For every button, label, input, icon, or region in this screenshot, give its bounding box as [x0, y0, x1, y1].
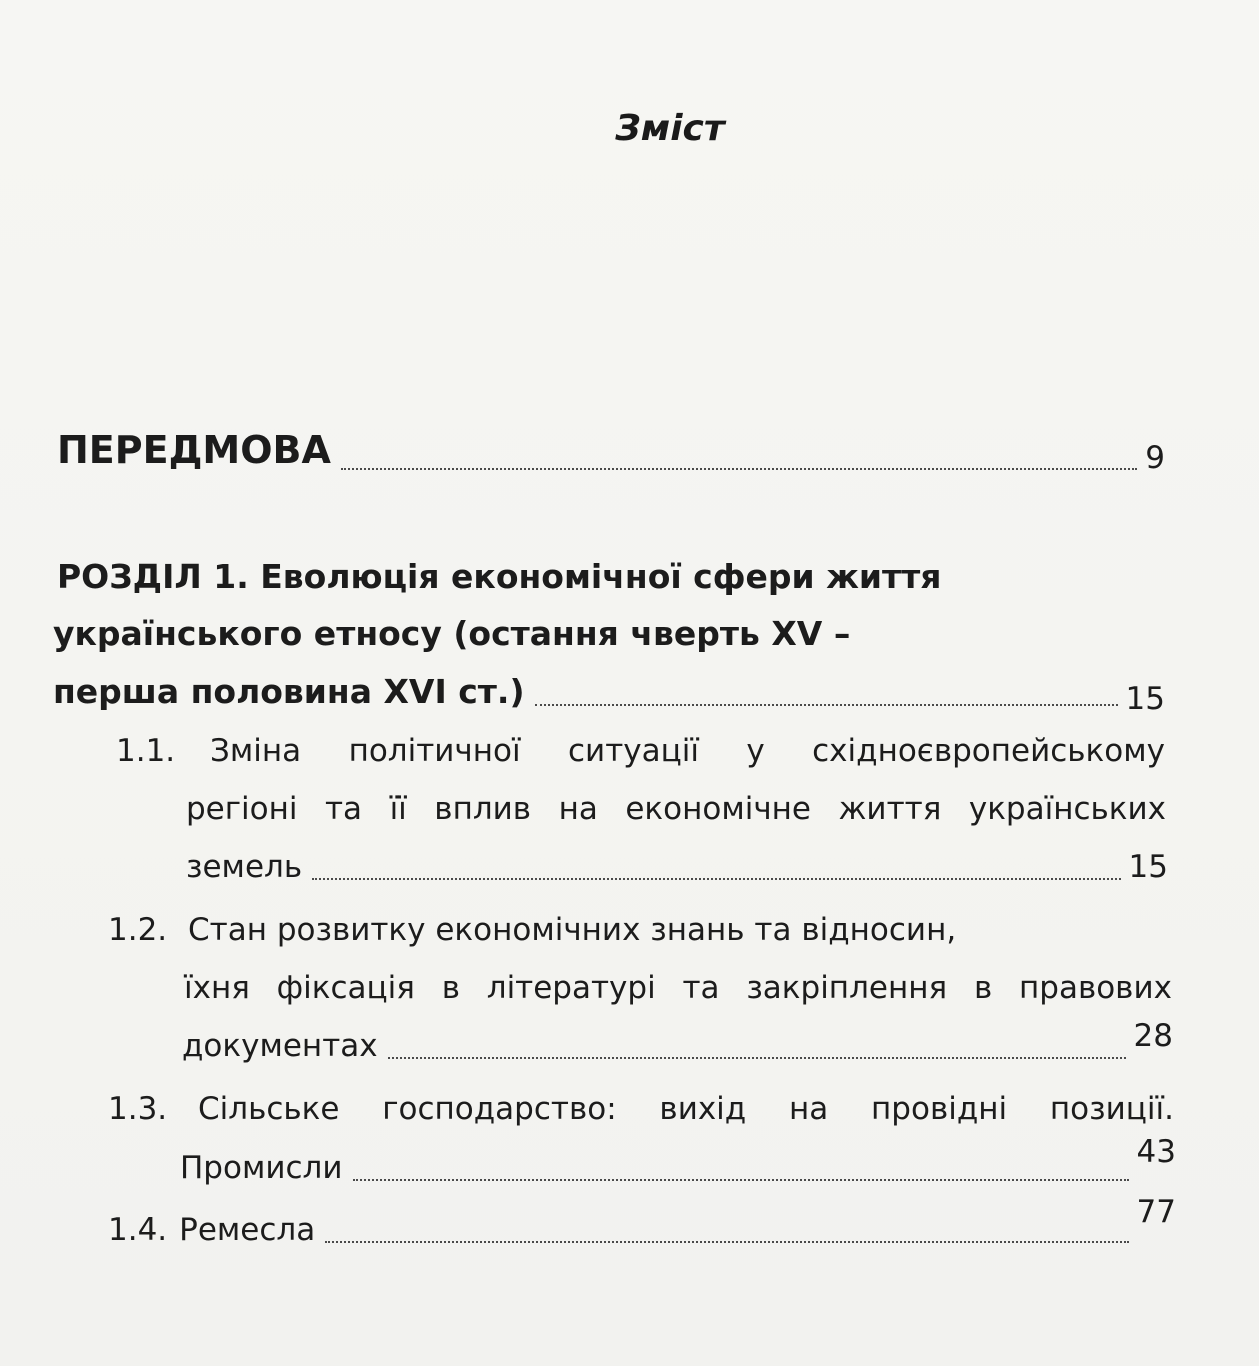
toc-section-line — [186, 791, 1166, 827]
toc-word: економічне — [625, 791, 811, 827]
toc-page-number: 77 — [1136, 1194, 1176, 1230]
toc-label: Промисли — [180, 1150, 343, 1186]
toc-word: політичної — [348, 733, 521, 769]
toc-page-number: 43 — [1136, 1134, 1176, 1170]
toc-word: східноєвропейському — [812, 733, 1165, 769]
toc-word: господарство: — [382, 1091, 617, 1127]
toc-word: провідні — [871, 1091, 1008, 1127]
toc-word: в — [973, 970, 993, 1006]
toc-word: літературі — [486, 970, 656, 1006]
toc-word: вплив — [434, 791, 532, 827]
toc-section-number: 1.1. — [116, 733, 176, 769]
toc-label: ПЕРЕДМОВА — [57, 428, 331, 472]
toc-word: правових — [1019, 970, 1172, 1006]
toc-word: на — [558, 791, 598, 827]
toc-word: у — [746, 733, 765, 769]
dot-leader — [535, 704, 1118, 706]
toc-chapter-line: українського етносу (остання чверть XV – — [53, 614, 851, 653]
dot-leader — [388, 1057, 1126, 1059]
toc-word: та — [682, 970, 720, 1006]
toc-word: їхня — [184, 970, 250, 1006]
toc-section-line — [198, 1091, 1174, 1127]
toc-word: фіксація — [276, 970, 415, 1006]
toc-label: документах — [182, 1028, 378, 1064]
toc-section-line — [210, 733, 1165, 769]
toc-section-line — [184, 970, 1172, 1006]
toc-word: українських — [968, 791, 1166, 827]
toc-label: земель — [186, 849, 303, 885]
toc-chapter-line: РОЗДІЛ 1. Еволюція економічної сфери життя — [57, 557, 942, 596]
toc-label: Ремесла — [179, 1212, 316, 1248]
dot-leader — [341, 468, 1137, 470]
toc-word: її — [389, 791, 407, 827]
toc-entry-1-3 — [180, 1134, 1176, 1186]
toc-page-number: 15 — [1125, 681, 1165, 717]
toc-entry-1-2 — [182, 1018, 1173, 1064]
dot-leader — [325, 1241, 1128, 1243]
toc-section-line: Стан розвитку економічних знань та відносин, — [188, 912, 957, 948]
toc-word: регіоні — [186, 791, 298, 827]
toc-entry-1-1 — [186, 849, 1168, 885]
toc-word: життя — [838, 791, 942, 827]
page-title: Зміст — [615, 108, 725, 149]
toc-page-number: 15 — [1128, 849, 1168, 885]
toc-section-number: 1.3. — [108, 1091, 168, 1127]
toc-label: перша половина XVI ст.) — [53, 672, 525, 711]
toc-word: Зміна — [210, 733, 302, 769]
toc-word: позиції. — [1049, 1091, 1174, 1127]
toc-word: закріплення — [746, 970, 948, 1006]
toc-word: вихід — [659, 1091, 747, 1127]
toc-page-number: 28 — [1133, 1018, 1173, 1054]
toc-page-number: 9 — [1145, 440, 1165, 476]
toc-word: ситуації — [568, 733, 699, 769]
toc-entry-chapter-1 — [53, 672, 1165, 717]
toc-entry-1-4 — [108, 1194, 1176, 1248]
toc-word: на — [789, 1091, 829, 1127]
toc-word: та — [325, 791, 363, 827]
toc-section-number: 1.4. — [108, 1212, 168, 1248]
dot-leader — [353, 1179, 1129, 1181]
dot-leader — [312, 878, 1120, 880]
toc-section-number: 1.2. — [108, 912, 168, 948]
toc-word: Сільське — [198, 1091, 340, 1127]
toc-entry-preface — [57, 428, 1165, 476]
toc-word: в — [441, 970, 460, 1006]
